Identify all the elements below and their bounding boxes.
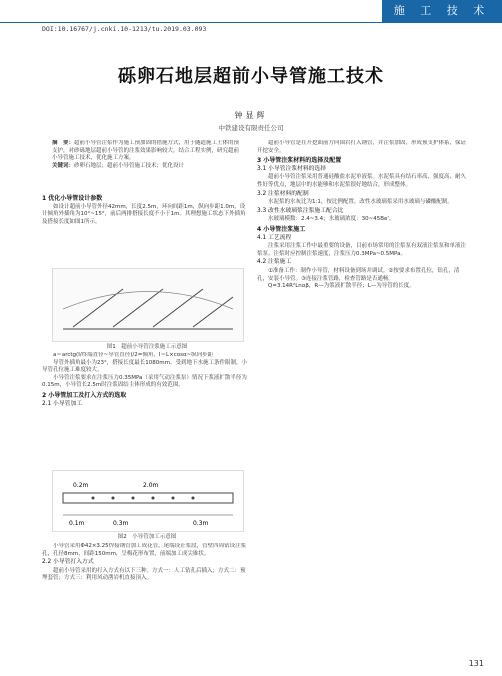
body-paragraph: Q=3.14R²Lnαβ，R—为浆液扩散半径；L—为导管的长度。: [268, 283, 415, 290]
section-heading: 3 小导管注浆材料的选择及配置: [257, 157, 342, 165]
fig2-label-e: 0.3m: [193, 520, 209, 527]
right-column: [257, 140, 467, 655]
author-name: 钟显辉: [234, 111, 268, 120]
left-column: [42, 193, 247, 265]
subsection-heading: 2.1 小导管加工: [42, 400, 83, 407]
abstract-block: [52, 140, 242, 190]
fig2-label-c: 0.1m: [69, 520, 85, 527]
section-heading: 2 小导管加工及打入方式的选取: [42, 391, 127, 399]
subsection-heading: 4.2 注浆施工: [257, 259, 292, 266]
section-tab: 施 工 技 术: [382, 0, 502, 22]
section-heading: 4 小导管注浆施工: [257, 225, 306, 233]
figure-2-caption: 图2 小导管加工示意图: [117, 534, 177, 540]
body-paragraph: 超前小导管注浆采用普通硅酸盐水泥单液浆。水泥浆具有结石率高、强度高、耐久性好等优点，地层中的水能够和水泥浆很好地结合，形成整体。: [257, 174, 467, 188]
keywords-text: 砂卵石地层；超前小导管施工技术；优化设计: [74, 162, 185, 169]
body-paragraph: 超前小导管采用的打入方式有以下三种。方式一：人工钻孔后插入；方式二：预埋套管；方式三：利用风动凿岩机直接顶入。: [42, 567, 246, 582]
body-paragraph: 水泥浆的水灰比为1:1，按比例配置。改性水玻璃浆采用水玻璃与磷酸配制。: [268, 199, 453, 206]
abstract-text: 超前小导管注浆作为施工预加固的措施方式，用于隧道施工土体的预支护，对砂砾地层超前小导管的注浆效果影响较大。结合工程实例，研究超前小导管施工技术，优化施工方案。: [52, 140, 240, 162]
figure-1-drawing: [53, 269, 243, 341]
subsection-heading: 3.2 注浆材料的配制: [257, 190, 309, 197]
abstract-label: 摘 要：: [52, 140, 75, 146]
paper-title: 砾卵石地层超前小导管施工技术: [118, 66, 384, 87]
subsection-heading: 3.1 小导管注浆材料的选择: [257, 165, 327, 172]
body-paragraph: a＝arctg(I/终端直径~导管直径)/2=倾角，I＝L×cosα~纵向步距: [53, 352, 214, 358]
body-paragraph: 导管外插角最小为23°，搭接长度最长1080mm。受到地下水施工条件限制，小导管孔位施工难度较大。: [42, 359, 247, 374]
keywords-label: 关键词：: [52, 162, 75, 169]
body-paragraph: 注浆采用注浆工作中最重要的设备，目前市场常用的注浆泵有双液注浆泵和单液注浆泵。注浆时应控制注浆速度，注浆压力0.3MPa~0.5MPa。: [257, 243, 467, 257]
fig2-label-b: 2.0m: [143, 482, 159, 489]
doi-text: DOI:10.16767/j.cnki.10-1213/tu.2019.03.093: [42, 25, 207, 33]
body-paragraph: 小导管采用Φ42×3.25焊接钢管加工成花管，尾端设止浆段，管壁四周钻设注浆孔，孔径8mm，间距150mm，呈梅花形布置，前端加工成尖锥状。: [42, 543, 247, 557]
page-number: 131: [468, 659, 484, 668]
fig2-label-a: 0.2m: [73, 482, 89, 489]
section-heading: 1 优化小导管设计参数: [42, 195, 103, 202]
figure-1-caption: 图1 超前小导管注浆施工示意图: [106, 344, 188, 350]
subsection-heading: 4.1 工艺流程: [257, 234, 292, 241]
figure-2-drawing: [53, 471, 243, 531]
body-paragraph: 超前小导管是在开挖面前方向围岩打入钢管，并注浆加固，形成预支护体系，保证开挖安全。: [257, 140, 467, 154]
figure-1: [52, 268, 244, 342]
figure-2: [52, 470, 244, 532]
section-bar: [0, 0, 502, 23]
fig2-label-d: 0.3m: [113, 520, 129, 527]
body-paragraph: 小导管注浆要求在注浆压力0.35MPa（采用气动注浆泵）情况下浆液扩散半径为0.15m，小导管长2.5m时注浆固结主体形成的有效范围。: [42, 374, 247, 389]
subsection-heading: 3.3 改性水玻璃浆注浆施工配合比: [257, 207, 344, 214]
left-column-mid: [42, 352, 247, 467]
body-paragraph: ①准备工作：制作小导管，材料设备到场并调试。②按要求布置孔位，钻孔，清孔，安装小导管。③连接注浆管路，检查管路是否通畅。: [257, 267, 460, 282]
affiliation: 中铁建设有限责任公司: [218, 124, 284, 132]
subsection-heading: 2.2 小导管打入方式: [42, 559, 94, 566]
body-paragraph: 如设计超前小导管外径42mm，长度2.5m，环向间距1m，纵向步距1.0m，设计倾角外插角为10°~15°，前后两排搭接长度不小于1m。其理想施工状态下外插角及搭接长度如图1所示。: [42, 203, 246, 225]
body-paragraph: 水玻璃模数：2.4~3.4；水玻璃浓度：30~45Be'。: [268, 216, 395, 223]
anchor-pipes: [73, 289, 233, 327]
left-column-bottom: [42, 543, 247, 653]
